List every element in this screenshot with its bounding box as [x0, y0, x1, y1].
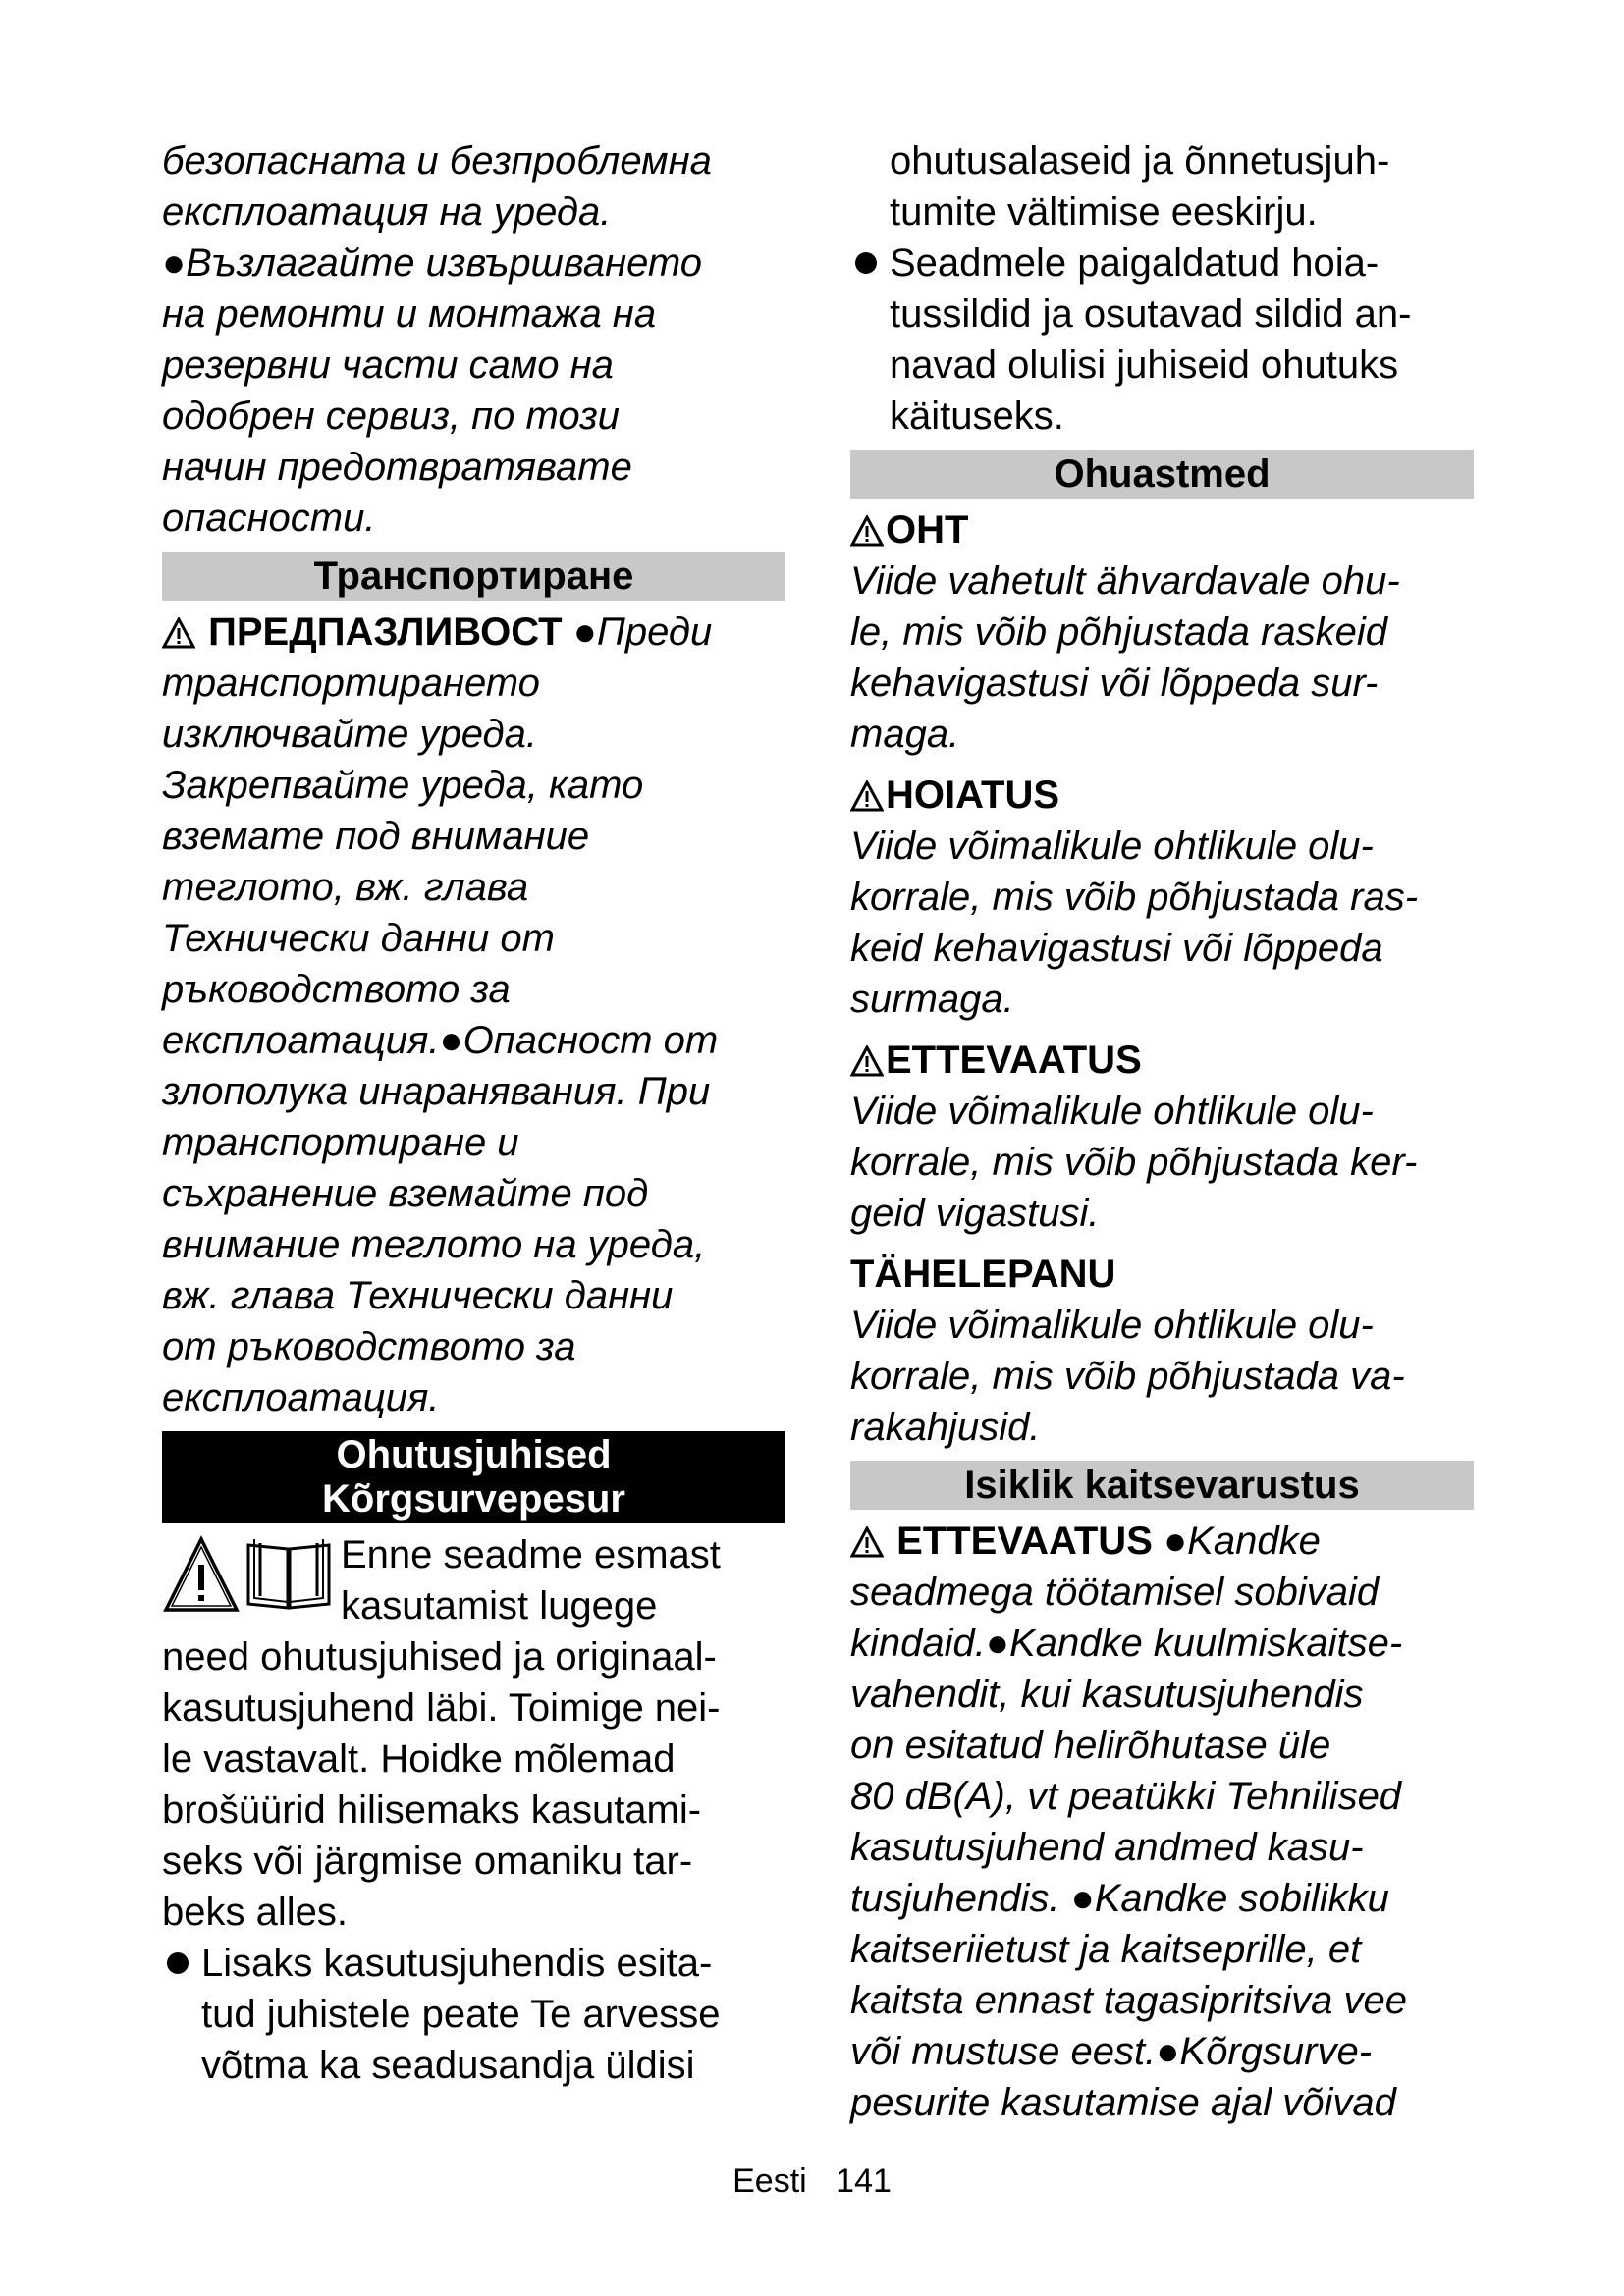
transport-caution-line [162, 607, 785, 658]
text-line: need ohutusjuhised ja originaal- [162, 1635, 717, 1679]
section-title-ohuastmed: Ohuastmed [850, 450, 1474, 499]
text-line: kaitsta ennast tagasipritsiva vee [850, 1979, 1407, 2022]
text-line: maga. [850, 713, 960, 756]
tahelepanu-heading: TÄHELEPANU [850, 1253, 1116, 1296]
text-line: surmaga. [850, 978, 1014, 1021]
text-line: Viide vahetult ähvardavale ohu- [850, 560, 1400, 603]
text-line: експлоатация. [162, 1376, 440, 1419]
page-footer [0, 2160, 1624, 2203]
caution-label: ETTEVAATUS [896, 1520, 1153, 1563]
text-line: navad olulisi juhiseid ohutuks [890, 344, 1399, 387]
text-line: 80 dB(A), vt peatükki Tehnilised [850, 1775, 1402, 1818]
warning-triangle-icon [850, 1045, 884, 1077]
hoiatus-label: HOIATUS [886, 774, 1060, 817]
ettevaatus-label: ETTEVAATUS [886, 1039, 1142, 1082]
text-line: kindaid.●Kandke kuulmiskaitse- [850, 1622, 1403, 1665]
text-line: експлоатация.●Опасност от [162, 1019, 719, 1062]
text-line: безопасната и безпроблемна [162, 139, 712, 183]
text-line: Viide võimalikule ohtlikule olu- [850, 1304, 1374, 1347]
text-line: seks või järgmise omaniku tar- [162, 1840, 693, 1883]
text-line: tussildid ja osutavad sildid an- [890, 293, 1412, 336]
text-line: rakahjusid. [850, 1406, 1041, 1449]
bullet-legal [162, 1938, 785, 2091]
text-line: злополука инараняванuя. При [162, 1070, 711, 1113]
text-line: brošüürid hilisemaks kasutami- [162, 1789, 702, 1832]
safety-icons [162, 1535, 333, 1619]
icons-caption [341, 1529, 721, 1631]
text-line: vahendit, kui kasutusjuhendis [850, 1673, 1364, 1716]
text-line: ръководството за [162, 968, 511, 1011]
oht-label: OHT [886, 508, 969, 552]
text-line: või mustuse eest.●Kõrgsurve- [850, 2030, 1373, 2073]
text-line: tud juhistele peate Te arvesse [201, 1993, 721, 2036]
text-line: keid kehavigastusi või lõppeda [850, 927, 1383, 970]
open-book-icon [244, 1535, 333, 1614]
isiklik-first-text: ●Kandke [1164, 1520, 1321, 1563]
text-line: Seadmele paigaldatud hoia- [890, 241, 1380, 285]
transport-first-text: ●Преди [572, 611, 713, 654]
warning-triangle-icon [162, 1535, 241, 1614]
safety-title-line-1: Ohutusjuhised [336, 1433, 612, 1476]
caution-label: ПРЕДПАЗЛИВОСТ [208, 611, 563, 654]
text-line: опасности. [162, 497, 376, 540]
bullet-legal-continued [850, 135, 1474, 238]
warning-triangle-icon [850, 515, 884, 547]
left-column [162, 135, 785, 2091]
hoiatus-heading [850, 770, 1474, 821]
text-line: kasutusjuhend andmed kasu- [850, 1826, 1364, 1869]
footer-language: Eesti [732, 2163, 807, 2200]
text-line: вземате под внимание [162, 815, 590, 858]
safety-text [162, 1631, 785, 1938]
warning-triangle-icon [162, 617, 195, 649]
text-line: от ръководството за [162, 1325, 576, 1368]
text-line: beks alles. [162, 1891, 348, 1934]
section-title-transport: Транспортиране [162, 552, 785, 601]
text-line: kasutusjuhend läbi. Toimige nei- [162, 1686, 721, 1730]
text-line: tusjuhendis. ●Kandke sobilikku [850, 1877, 1389, 1920]
bullet-dot [855, 252, 877, 274]
text-line: Закрепвайте уреда, като [162, 764, 644, 807]
text-line: käituseks. [890, 395, 1064, 438]
isiklik-caution-line [850, 1516, 1474, 1567]
text-line: експлоатация на уреда. [162, 190, 612, 234]
text-line: võtma ka seadusandja üldisi [201, 2044, 695, 2087]
text-line: ohutusalaseid ja õnnetusjuh- [890, 139, 1390, 183]
text-line: транспортиране и [162, 1121, 519, 1164]
bullet-legal-text [201, 1938, 785, 2091]
text-line: Viide võimalikule ohtlikule olu- [850, 1090, 1374, 1133]
bullet-labels-text [890, 238, 1474, 442]
repair-text [162, 238, 785, 544]
text-line: Lisaks kasutusjuhendis esita- [201, 1942, 713, 1985]
text-line: tumite vältimise eeskirju. [890, 190, 1318, 234]
ettevaatus-heading [850, 1035, 1474, 1086]
text-line: le, mis võib põhjustada raskeid [850, 611, 1387, 654]
hoiatus-text [850, 821, 1474, 1025]
text-line: изключвайте уреда. [162, 713, 537, 756]
isiklik-text [850, 1567, 1474, 2128]
text-line: Технически данни от [162, 917, 555, 960]
text-line: on esitatud helirõhutase üle [850, 1724, 1331, 1767]
text-line: kasutamist lugege [341, 1584, 658, 1628]
ettevaatus-text [850, 1086, 1474, 1239]
text-line: одобрен сервиз, по този [162, 395, 621, 438]
text-line: kehavigastusi või lõppeda sur- [850, 662, 1379, 705]
page-number: 141 [836, 2163, 892, 2200]
text-line: korrale, mis võib põhjustada ras- [850, 876, 1419, 919]
text-line: kaitseriietust ja kaitseprille, et [850, 1928, 1362, 1971]
right-column [850, 135, 1474, 2128]
text-line: korrale, mis võib põhjustada va- [850, 1355, 1405, 1398]
text-line: Viide võimalikule ohtlikule olu- [850, 825, 1374, 868]
text-line: korrale, mis võib põhjustada ker- [850, 1141, 1418, 1184]
text-line: le vastavalt. Hoidke mõlemad [162, 1737, 676, 1781]
warning-triangle-icon [850, 780, 884, 812]
bullet-labels [850, 238, 1474, 442]
text-line: транспортирането [162, 662, 540, 705]
text-line: внимание теглото на уреда, [162, 1223, 706, 1266]
tahelepanu-text [850, 1300, 1474, 1453]
text-line: съхранение вземайте под [162, 1172, 649, 1215]
text-line: теглото, вж. глава [162, 866, 529, 909]
text-line: pesurite kasutamise ajal võivad [850, 2081, 1396, 2124]
text-line: ●Възлагайте извършването [162, 241, 703, 285]
text-line: geid vigastusi. [850, 1192, 1100, 1235]
intro-text [162, 135, 785, 238]
oht-text [850, 556, 1474, 760]
safety-title-line-2: Kõrgsurvepesur [322, 1477, 625, 1521]
oht-heading [850, 505, 1474, 556]
transport-text [162, 658, 785, 1423]
text-line: резервни части само на [162, 344, 614, 387]
text-line: seadmega töötamisel sobivaid [850, 1571, 1380, 1614]
warning-triangle-icon [850, 1526, 884, 1558]
text-line: на ремонти и монтажа на [162, 293, 657, 336]
bullet-dot [167, 1952, 189, 1974]
text-line: начин предотвратявате [162, 446, 632, 489]
text-line: Enne seadme esmast [341, 1533, 721, 1576]
section-title-safety [162, 1431, 785, 1523]
text-line: вж. глава Технически данни [162, 1274, 674, 1317]
safety-icons-row [162, 1529, 785, 1631]
section-title-isiklik: Isiklik kaitsevarustus [850, 1461, 1474, 1510]
